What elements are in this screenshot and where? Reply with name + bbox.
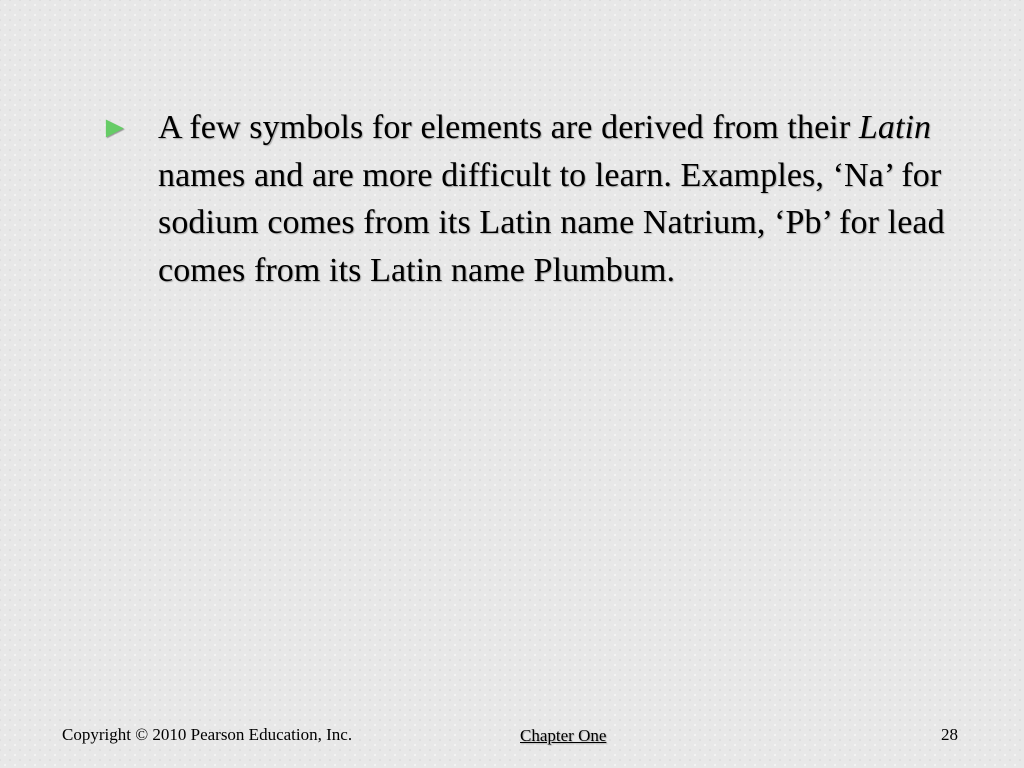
arrow-bullet-icon: ►: [100, 111, 130, 144]
footer-chapter-link[interactable]: Chapter One: [520, 726, 607, 745]
bullet-text-part-1: A few symbols for elements are derived from their: [158, 109, 859, 146]
footer-copyright: Copyright © 2010 Pearson Education, Inc.: [62, 725, 353, 744]
footer-page-number: 28: [941, 725, 958, 744]
bullet-text-part-2: names and are more difficult to learn. Examples, ‘Na’ for sodium comes from its Latin name Natrium, ‘Pb’ for lead comes from its Latin name Plumbum.: [158, 156, 945, 289]
bullet-text-italic: Latin: [858, 109, 932, 146]
bullet-text: [158, 104, 960, 294]
bullet-item: [100, 104, 960, 294]
